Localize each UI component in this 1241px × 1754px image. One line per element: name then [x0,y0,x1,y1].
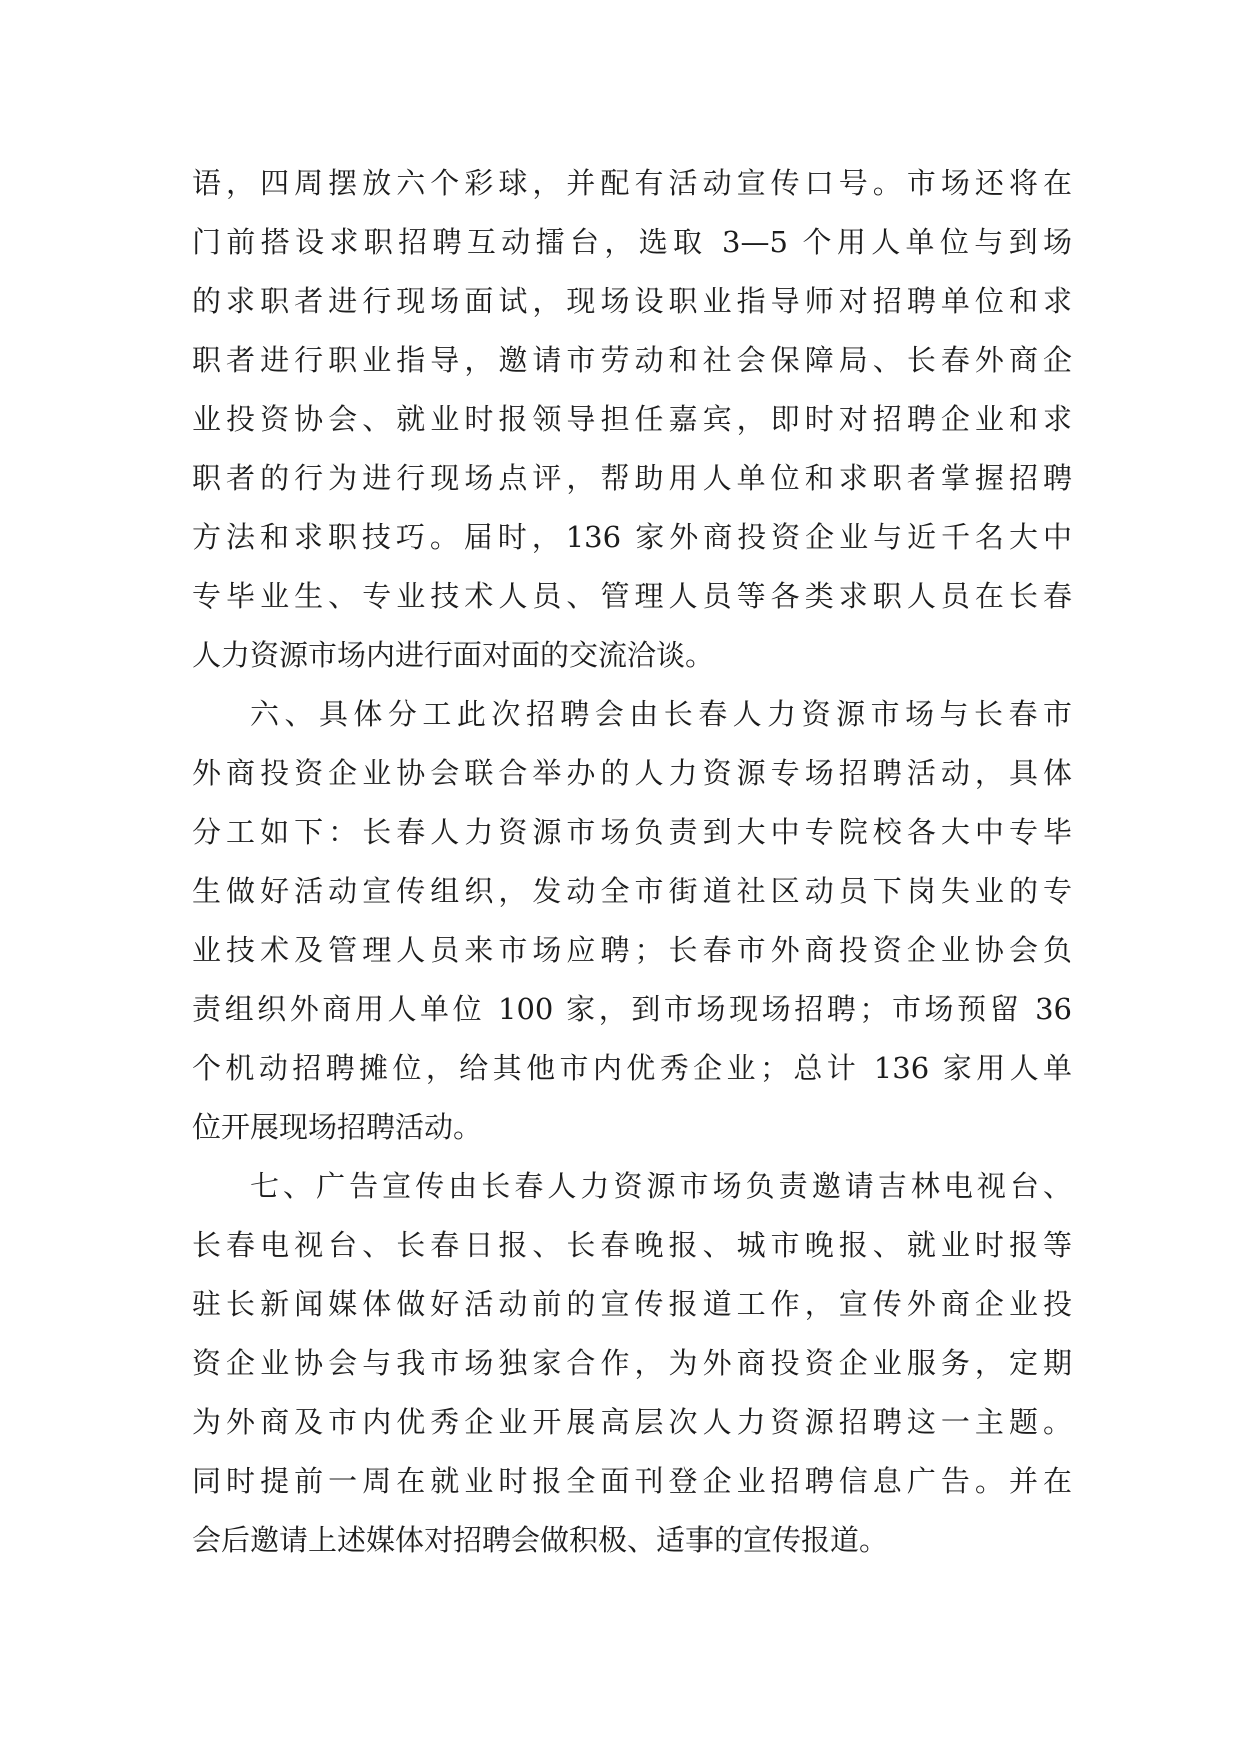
text-line: 个机动招聘摊位，给其他市内优秀企业；总计 136 家用人单 [192,1051,1072,1085]
text-line: 长春电视台、长春日报、长春晚报、城市晚报、就业时报等 [192,1228,1072,1262]
text-line: 业技术及管理人员来市场应聘；长春市外商投资企业协会负 [192,933,1072,967]
text-line: 门前搭设求职招聘互动擂台，选取 3—5 个用人单位与到场 [192,225,1072,259]
text-line: 位开展现场招聘活动。 [192,1110,483,1144]
text-line: 生做好活动宣传组织，发动全市街道社区动员下岗失业的专 [192,874,1072,908]
text-line: 会后邀请上述媒体对招聘会做积极、适事的宣传报道。 [192,1523,889,1557]
text-line: 专毕业生、专业技术人员、管理人员等各类求职人员在长春 [192,579,1072,613]
paragraph-continuation [192,154,1072,685]
paragraph-section-seven [192,1157,1072,1570]
text-line: 为外商及市内优秀企业开展高层次人力资源招聘这一主题。 [192,1405,1072,1439]
text-line: 分工如下：长春人力资源市场负责到大中专院校各大中专毕 [192,815,1072,849]
text-line: 人力资源市场内进行面对面的交流洽谈。 [192,638,715,672]
text-line: 六、具体分工此次招聘会由长春人力资源市场与长春市 [250,697,1072,731]
text-line: 同时提前一周在就业时报全面刊登企业招聘信息广告。并在 [192,1464,1072,1498]
text-line: 资企业协会与我市场独家合作，为外商投资企业服务，定期 [192,1346,1072,1380]
text-line: 外商投资企业协会联合举办的人力资源专场招聘活动，具体 [192,756,1072,790]
text-line: 的求职者进行现场面试，现场设职业指导师对招聘单位和求 [192,284,1072,318]
text-line: 语，四周摆放六个彩球，并配有活动宣传口号。市场还将在 [192,166,1072,200]
body-text [192,154,1072,1570]
paragraph-section-six [192,685,1072,1157]
text-line: 责组织外商用人单位 100 家，到市场现场招聘；市场预留 36 [192,992,1072,1026]
text-line: 七、广告宣传由长春人力资源市场负责邀请吉林电视台、 [250,1169,1072,1203]
text-line: 业投资协会、就业时报领导担任嘉宾，即时对招聘企业和求 [192,402,1072,436]
text-line: 职者进行职业指导，邀请市劳动和社会保障局、长春外商企 [192,343,1072,377]
text-line: 职者的行为进行现场点评，帮助用人单位和求职者掌握招聘 [192,461,1072,495]
text-line: 方法和求职技巧。届时，136 家外商投资企业与近千名大中 [192,520,1072,554]
text-line: 驻长新闻媒体做好活动前的宣传报道工作，宣传外商企业投 [192,1287,1072,1321]
